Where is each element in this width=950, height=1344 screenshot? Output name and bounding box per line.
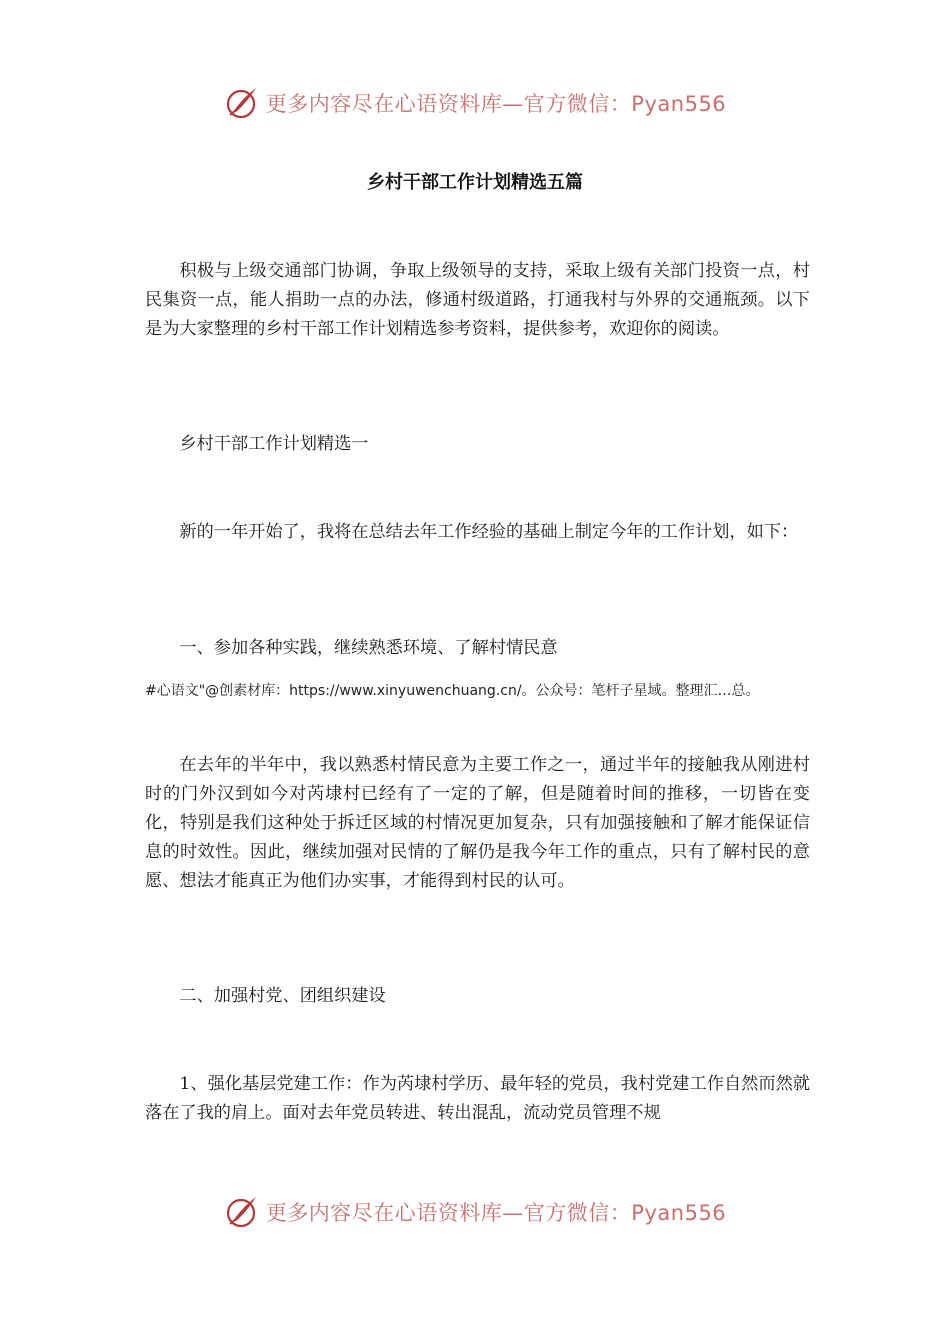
document-title: 乡村干部工作计划精选五篇 [367, 172, 583, 193]
intro-paragraph: 积极与上级交通部门协调，争取上级领导的支持，采取上级有关部门投资一点，村民集资一点，能人捐助一点的办法，修通村级道路，打通我村与外界的交通瓶颈。以下是为大家整理的乡村干部工作计划精选参考资料，提供参考，欢迎你的阅读。 [145, 261, 810, 339]
quill-logo-icon [224, 1194, 260, 1230]
body-paragraph-1: 在去年的半年中，我以熟悉村情民意为主要工作之一，通过半年的接触我从刚进村时的门外汉到如今对芮埭村已经有了一定的了解，但是随着时间的推移，一切皆在变化，特别是我们这种处于拆迁区域的村情况更加复杂，只有加强接触和了解才能保证信息的时效性。因此，继续加强对民情的了解仍是我今年工作的重点，只有了解村民的意愿、想法才能真正为他们办实事，才能得到村民的认可。 [145, 755, 810, 891]
quill-logo-icon [224, 85, 260, 121]
heading-2: 二、加强村党、团组织建设 [179, 986, 386, 1006]
section-title: 乡村干部工作计划精选一 [179, 434, 369, 454]
watermark-banner-bottom [0, 1190, 950, 1234]
watermark-banner-top [0, 81, 950, 125]
watermark-text: 更多内容尽在心语资料库—官方微信：Pyan556 [265, 92, 727, 116]
watermark-text: 更多内容尽在心语资料库—官方微信：Pyan556 [265, 1201, 727, 1225]
body-paragraph-2: 1、强化基层党建工作：作为芮埭村学历、最年轻的党员，我村党建工作自然而然就落在了我的肩上。面对去年党员转进、转出混乱，流动党员管理不规 [145, 1074, 810, 1123]
opening-paragraph: 新的一年开始了，我将在总结去年工作经验的基础上制定今年的工作计划，如下： [179, 522, 799, 542]
source-note: #心语文"@创素材库：https://www.xinyuwenchuang.cn/。公众号：笔杆子星域。整理汇…总。 [145, 683, 760, 699]
heading-1: 一、参加各种实践，继续熟悉环境、了解村情民意 [179, 638, 558, 658]
